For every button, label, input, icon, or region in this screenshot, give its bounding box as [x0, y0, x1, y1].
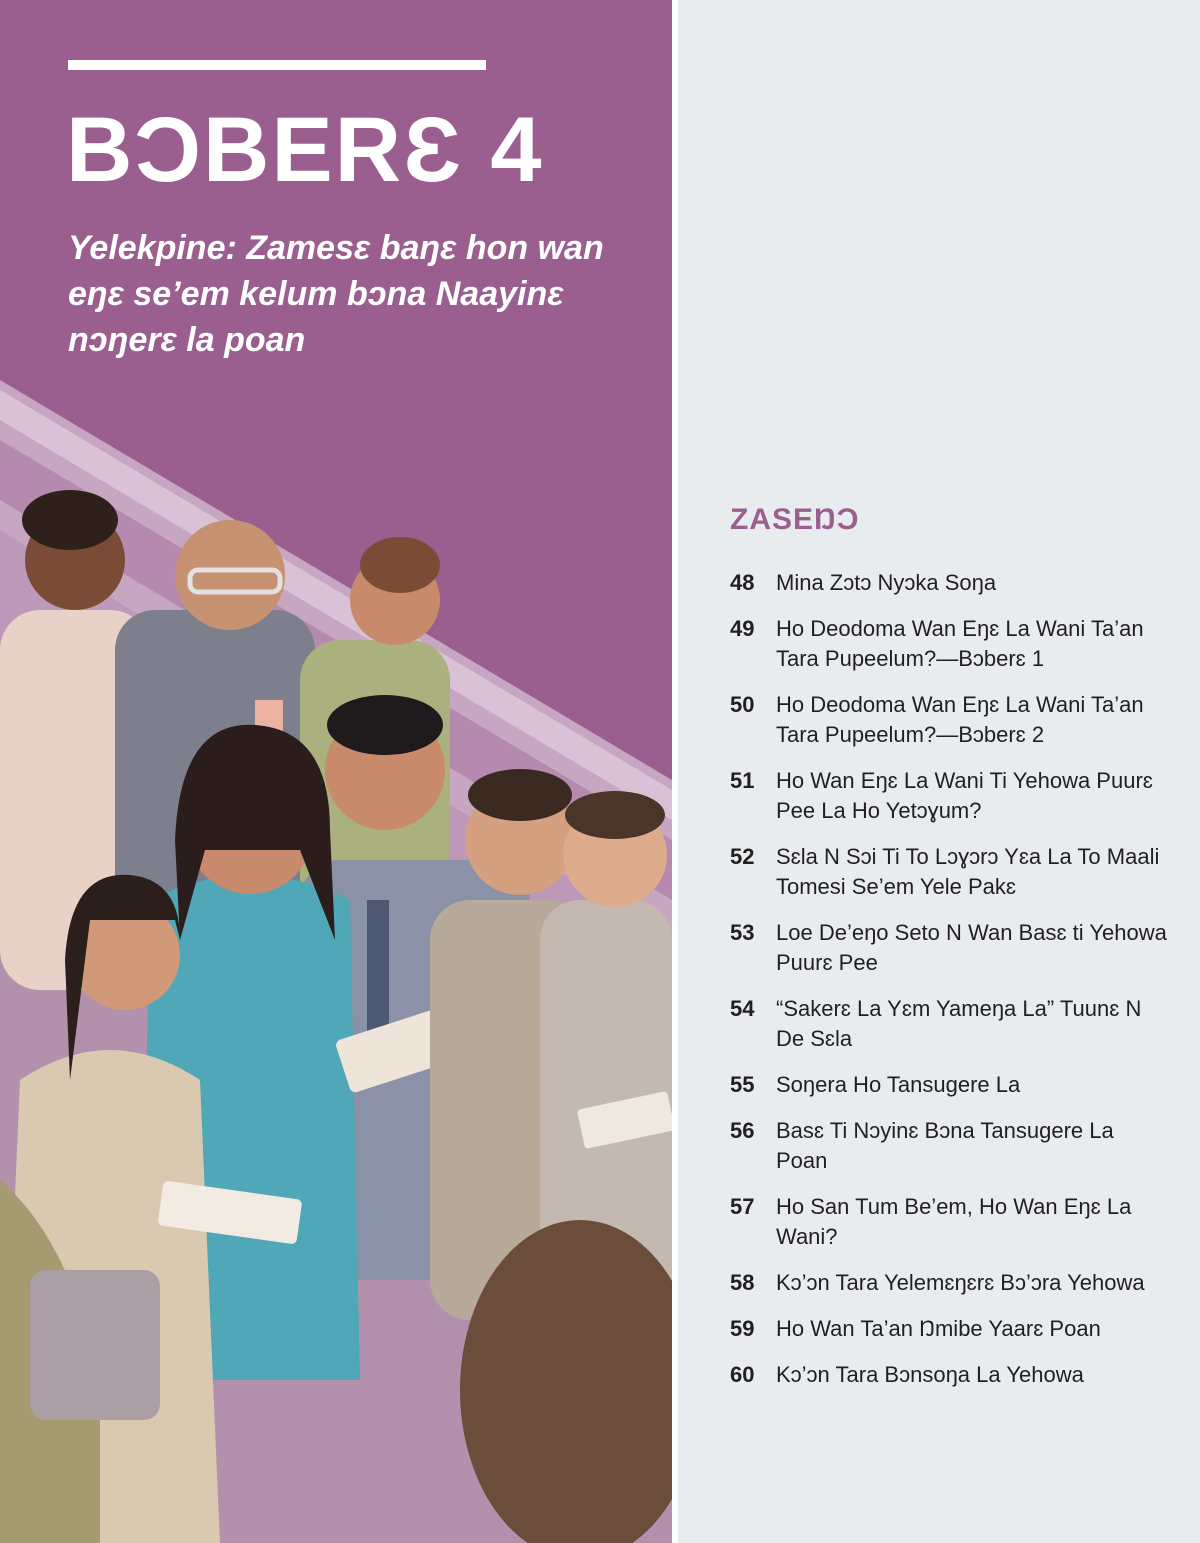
contents-heading: ZASEŊƆ [730, 503, 860, 536]
panel-divider [672, 0, 678, 1543]
contents-item[interactable] [730, 690, 1170, 750]
contents-list [730, 568, 1170, 1390]
title-rule [68, 60, 486, 70]
lesson-title: Kɔ’ɔn Tara Bɔnsoŋa La Yehowa [776, 1362, 1084, 1387]
lesson-title: Basɛ Ti Nɔyinɛ Bɔna Tansugere La Poan [776, 1118, 1114, 1173]
contents-item[interactable] [730, 1314, 1170, 1344]
lesson-title: Loe De’eŋo Seto N Wan Basɛ ti Yehowa Puurɛ Pee [776, 920, 1167, 975]
lesson-title: Ho Wan Ta’an Ŋmibe Yaarɛ Poan [776, 1316, 1101, 1341]
lesson-title: Mina Zɔtɔ Nyɔka Soŋa [776, 570, 997, 595]
lesson-number: 54 [730, 996, 755, 1021]
lesson-title: Soŋera Ho Tansugere La [776, 1072, 1021, 1097]
lesson-number: 51 [730, 768, 755, 793]
lesson-number: 52 [730, 844, 755, 869]
lesson-number: 53 [730, 920, 755, 945]
lesson-number: 57 [730, 1194, 755, 1219]
contents-item[interactable] [730, 1116, 1170, 1176]
lesson-number: 55 [730, 1072, 755, 1097]
lesson-title: Ho Wan Eŋɛ La Wani Ti Yehowa Puurɛ Pee La Ho Yetɔɣum? [776, 768, 1153, 823]
contents-item[interactable] [730, 766, 1170, 826]
lesson-number: 59 [730, 1316, 755, 1341]
lesson-number: 50 [730, 692, 755, 717]
lesson-title: “Sakerɛ La Yɛm Yameŋa La” Tuunɛ N De Sɛla [776, 996, 1142, 1051]
contents-item[interactable] [730, 842, 1170, 902]
contents-item[interactable] [730, 1268, 1170, 1298]
lesson-title: Kɔ’ɔn Tara Yelemɛŋɛrɛ Bɔ’ɔra Yehowa [776, 1270, 1145, 1295]
lesson-number: 48 [730, 570, 755, 595]
lesson-number: 49 [730, 616, 755, 641]
lesson-number: 60 [730, 1362, 755, 1387]
lesson-title: Ho Deodoma Wan Eŋɛ La Wani Ta’an Tara Pupeelum?—Bɔberɛ 1 [776, 616, 1144, 671]
lesson-title: Ho San Tum Be’em, Ho Wan Eŋɛ La Wani? [776, 1194, 1132, 1249]
lesson-title: Sɛla N Sɔi Ti To Lɔɣɔrɔ Yɛa La To Maali Tomesi Se’em Yele Pakɛ [776, 844, 1160, 899]
contents-item[interactable] [730, 614, 1170, 674]
contents-item[interactable] [730, 1192, 1170, 1252]
contents-item[interactable] [730, 1070, 1170, 1100]
congregation-meeting-illustration [0, 380, 672, 1543]
lesson-number: 56 [730, 1118, 755, 1143]
contents-item[interactable] [730, 568, 1170, 598]
contents-item[interactable] [730, 994, 1170, 1054]
lesson-title: Ho Deodoma Wan Eŋɛ La Wani Ta’an Tara Pupeelum?—Bɔberɛ 2 [776, 692, 1144, 747]
part-title: BƆBERƐ 4 [66, 99, 544, 201]
contents-item[interactable] [730, 918, 1170, 978]
contents-item[interactable] [730, 1360, 1170, 1390]
part-subtitle: Yelekpine: Zamesɛ baŋɛ hon wan eŋɛ se’em kelum bɔna Naayinɛ nɔŋerɛ la poan [68, 229, 604, 359]
lesson-number: 58 [730, 1270, 755, 1295]
